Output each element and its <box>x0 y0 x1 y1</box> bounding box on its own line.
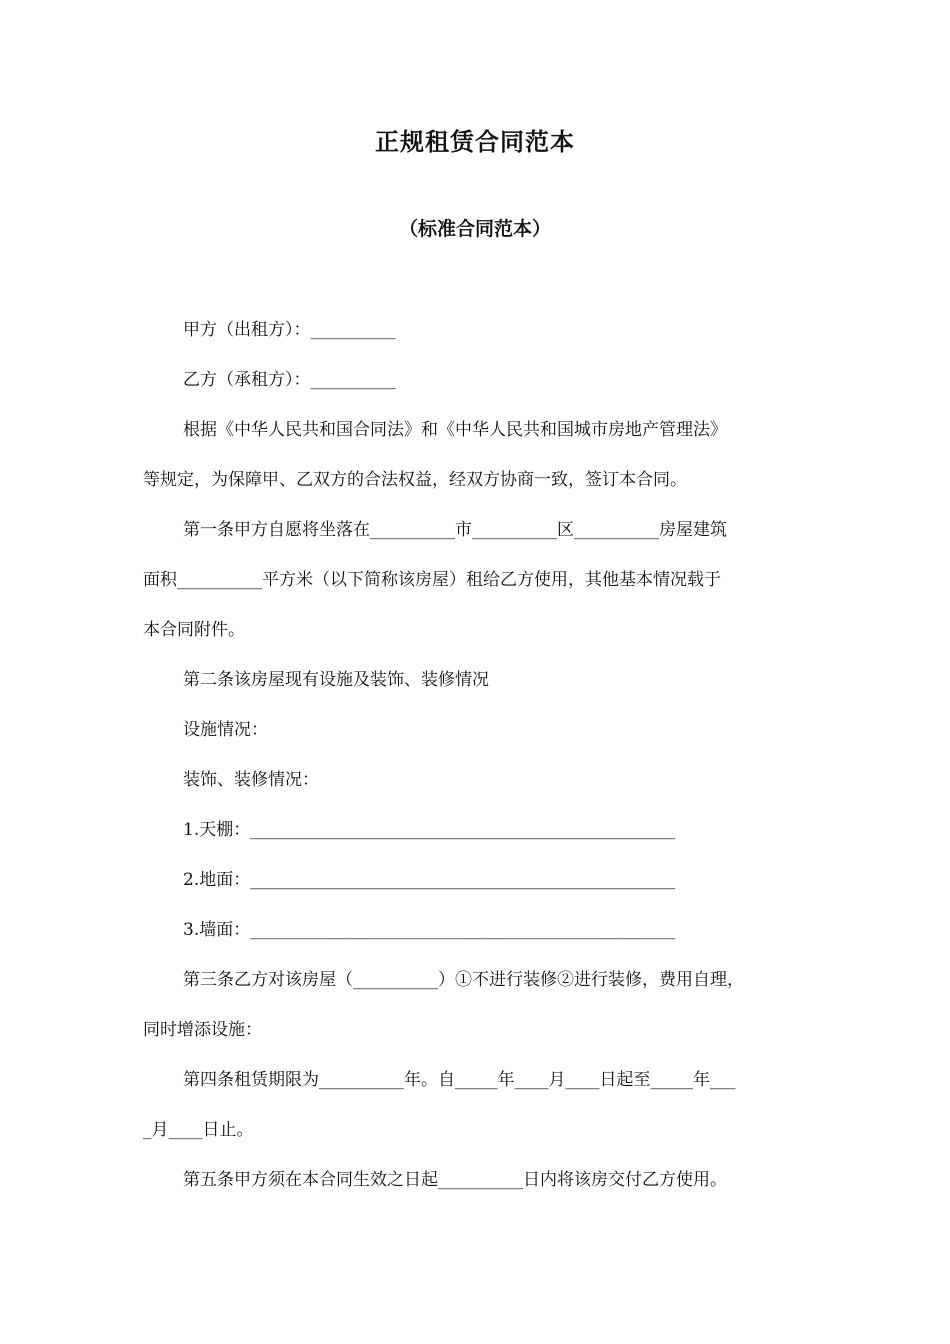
facilities-label: 设施情况： <box>183 720 268 740</box>
article-5-line: 第五条甲方须在本合同生效之日起__________日内将该房交付乙方使用。 <box>183 1170 727 1190</box>
decoration-label: 装饰、装修情况： <box>183 770 319 790</box>
document-title: 正规租赁合同范本 <box>375 128 575 156</box>
party-a-line: 甲方（出租方）：__________ <box>183 320 396 340</box>
ceiling-line: 1.天棚：__________________________________________________ <box>183 820 676 840</box>
article-4-line-2: _月____日止。 <box>143 1120 254 1140</box>
preamble-line-1: 根据《中华人民共和国合同法》和《中华人民共和国城市房地产管理法》 <box>183 420 727 440</box>
article-1-line-1: 第一条甲方自愿将坐落在__________市__________区__________房屋建筑 <box>183 520 727 540</box>
article-3-line-1: 第三条乙方对该房屋（__________）①不进行装修②进行装修，费用自理， <box>183 970 744 990</box>
article-1-line-2: 面积__________平方米（以下简称该房屋）租给乙方使用，其他基本情况载于 <box>143 570 721 590</box>
article-3-line-2: 同时增添设施： <box>143 1020 262 1040</box>
article-1-line-3: 本合同附件。 <box>143 620 245 640</box>
preamble-line-2: 等规定，为保障甲、乙双方的合法权益，经双方协商一致，签订本合同。 <box>143 470 687 490</box>
wall-line: 3.墙面：__________________________________________________ <box>183 920 676 940</box>
party-b-line: 乙方（承租方）：__________ <box>183 370 396 390</box>
article-4-line-1: 第四条租赁期限为__________年。自_____年____月____日起至_____年___ <box>183 1070 736 1090</box>
article-2-heading: 第二条该房屋现有设施及装饰、装修情况 <box>183 670 489 690</box>
floor-line: 2.地面：__________________________________________________ <box>183 870 676 890</box>
document-subtitle: （标准合同范本） <box>398 218 551 240</box>
